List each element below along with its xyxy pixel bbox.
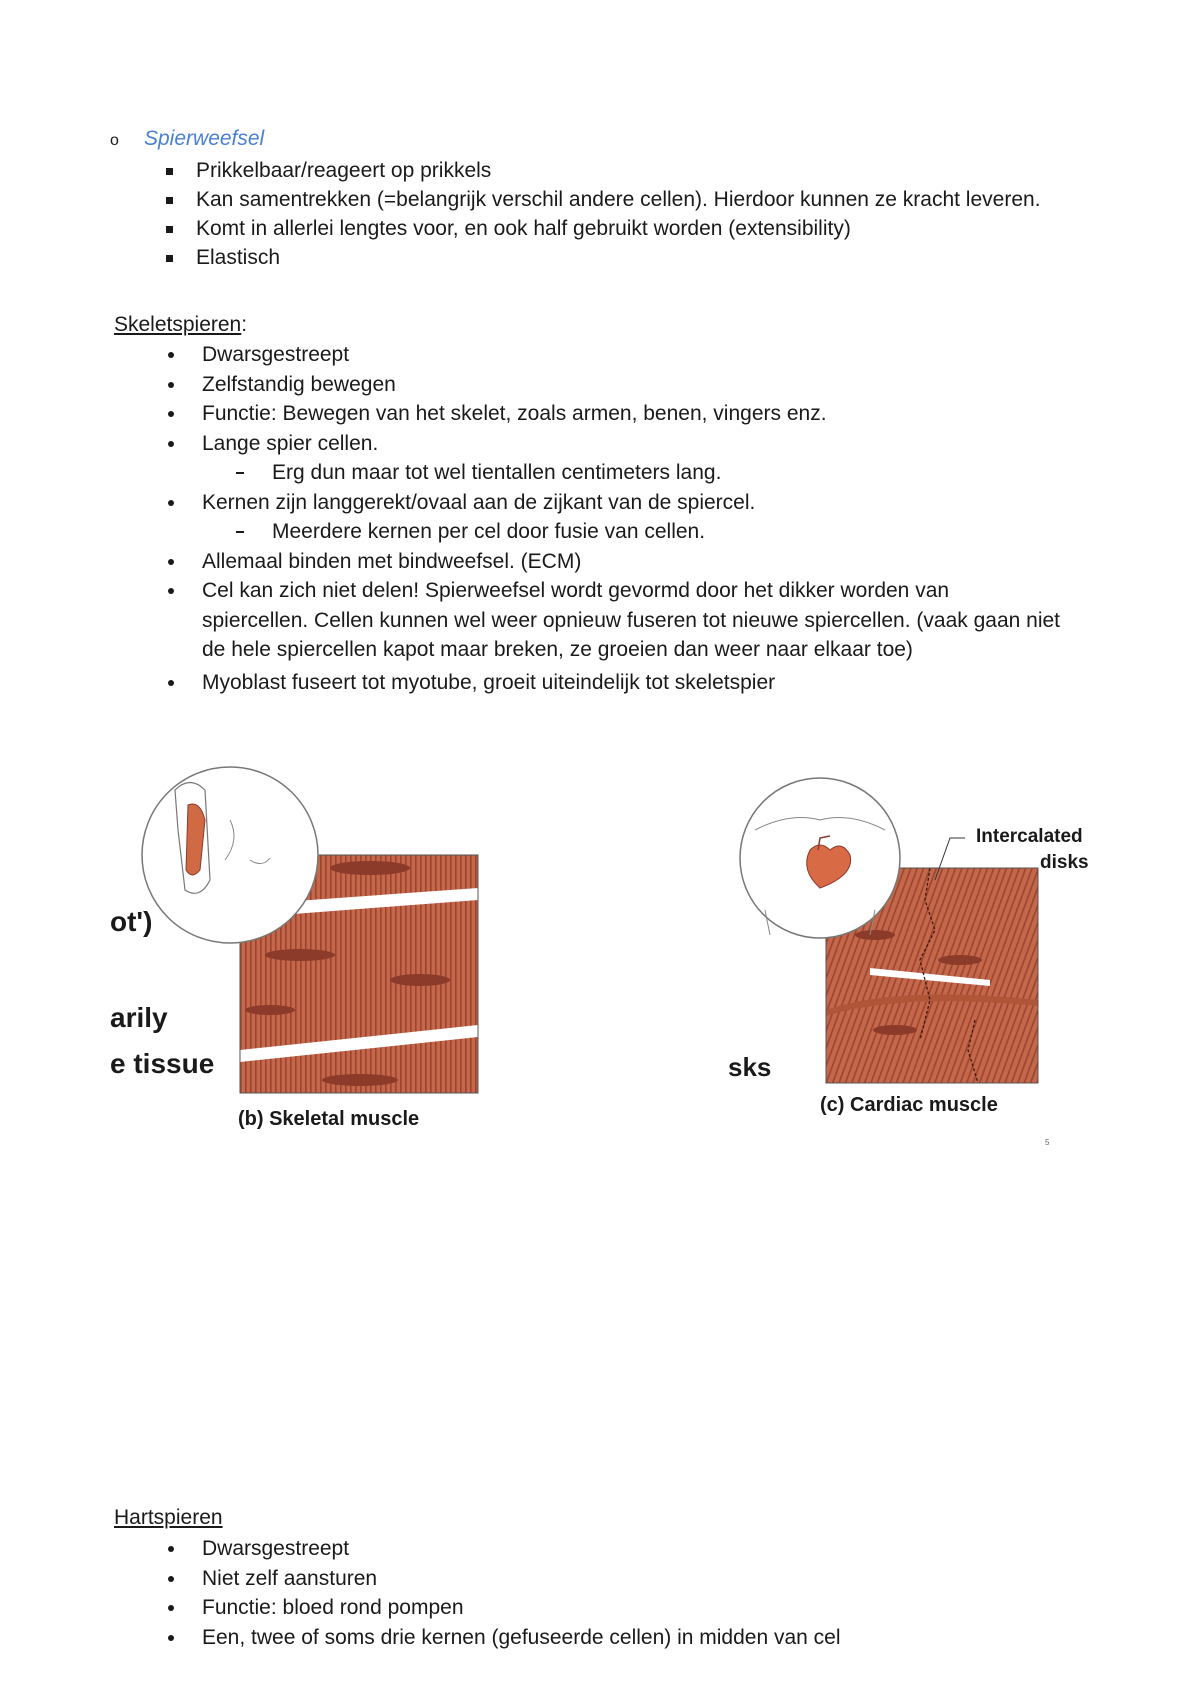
arm-inset-icon (142, 767, 318, 943)
list-item: Kan samentrekken (=belangrijk verschil andere cellen). Hierdoor kunnen ze kracht leveren. (160, 187, 1041, 216)
nucleus (873, 1025, 917, 1035)
nucleus (265, 949, 335, 961)
nucleus (322, 1074, 398, 1086)
list-item: Functie: Bewegen van het skelet, zoals armen, benen, vingers enz. (160, 399, 1100, 429)
nucleus (330, 861, 410, 875)
list-item: Kernen zijn langgerekt/ovaal aan de zijkant van de spiercel. (160, 488, 1100, 518)
intercalated-disks-label: disks (1040, 852, 1089, 873)
list-item: Een, twee of soms drie kernen (gefuseerde cellen) in midden van cel (160, 1623, 1100, 1653)
list-item: Elastisch (160, 245, 1041, 274)
cropped-text-fragment: ot') (110, 906, 153, 937)
list-item: Dwarsgestreept (160, 1534, 1100, 1564)
skeletspieren-heading: Skeletspieren: (114, 313, 248, 336)
sub-list-item: Erg dun maar tot wel tientallen centimeters lang. (160, 458, 1100, 488)
skeletal-muscle-caption: (b) Skeletal muscle (238, 1108, 420, 1130)
heart-inset-icon (740, 778, 900, 938)
nucleus (855, 930, 895, 940)
intercalated-disks-label: Intercalated (976, 826, 1083, 847)
list-item: Functie: bloed rond pompen (160, 1593, 1100, 1623)
cropped-text-fragment: sks (728, 1052, 772, 1082)
list-item: Allemaal binden met bindweefsel. (ECM) (160, 547, 1100, 577)
spierweefsel-title: Spierweefsel (144, 127, 265, 150)
cropped-text-fragment: arily (110, 1002, 168, 1033)
hartspieren-list (160, 1534, 1100, 1652)
sub-list-item: Meerdere kernen per cel door fusie van cellen. (160, 517, 1100, 547)
figure-page-number: 5 (1045, 1138, 1050, 1147)
list-item: Myoblast fuseert tot myotube, groeit uiteindelijk tot skeletspier (160, 668, 1100, 698)
list-item: Prikkelbaar/reageert op prikkels (160, 158, 1041, 187)
hartspieren-heading: Hartspieren (114, 1506, 223, 1529)
cropped-text-fragment: e tissue (110, 1048, 215, 1079)
nucleus (938, 955, 982, 965)
nucleus (390, 974, 450, 986)
list-item: Cel kan zich niet delen! Spierweefsel wordt gevormd door het dikker worden van spiercellen. Cellen kunnen wel weer opnieuw fuseren tot nieuwe spiercellen. (vaak gaan niet de hele spiercellen kapot maar breken, ze groeien dan weer naar elkaar toe) (160, 576, 1100, 665)
list-item: Niet zelf aansturen (160, 1564, 1100, 1594)
list-item: Lange spier cellen. (160, 429, 1100, 459)
cardiac-muscle-caption: (c) Cardiac muscle (820, 1094, 998, 1116)
nucleus (245, 1005, 295, 1015)
list-item: Zelfstandig bewegen (160, 370, 1100, 400)
list-item: Komt in allerlei lengtes voor, en ook half gebruikt worden (extensibility) (160, 216, 1041, 245)
circle-bullet: o (110, 132, 119, 149)
list-item: Dwarsgestreept (160, 340, 1100, 370)
